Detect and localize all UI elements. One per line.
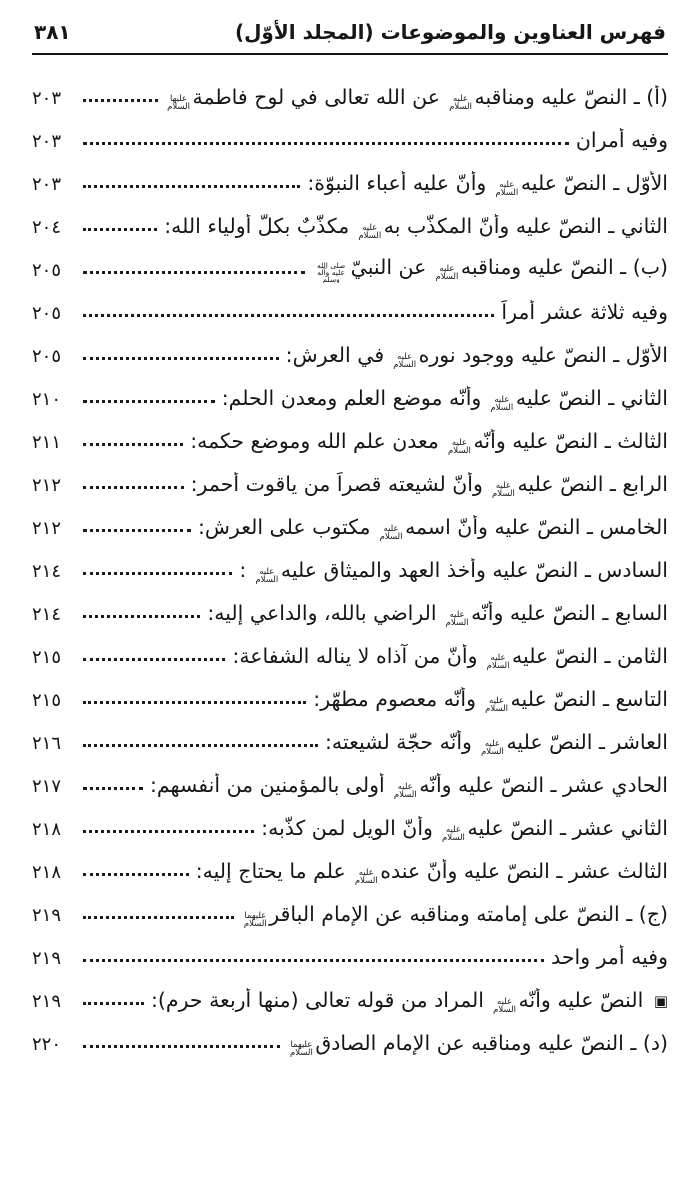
entry-text-segment: المراد من قوله تعالى (منها أربعة حرم): (150, 987, 491, 1012)
dotted-leader (83, 271, 305, 274)
honorific-mark: عليهما السلام (243, 910, 267, 928)
entry-text-segment: وفيه أمران (575, 128, 668, 153)
entry-text-segment: (ب) ـ النصّ عليه ومناقبه (460, 254, 668, 279)
entry-text-segment: عن الله تعالى في لوح فاطمة (192, 84, 447, 109)
entry-text-segment: وفيه أمر واحد (551, 945, 668, 970)
dotted-leader (83, 873, 189, 876)
dotted-leader (83, 400, 215, 403)
honorific-mark: عليه السلام (495, 179, 519, 197)
entry-title (325, 730, 668, 756)
honorific-mark: عليه السلام (490, 394, 514, 412)
entry-text-segment: وأنّه معصوم مطهّر: (313, 686, 483, 711)
dotted-leader (83, 185, 300, 188)
entry-title (287, 1031, 668, 1057)
entry-text-segment: السادس ـ النصّ عليه وأخذ العهد والميثاق عليه (280, 557, 668, 582)
entry-text-segment: وأنّ عليه أعباء النبوّة: (307, 170, 493, 195)
entry-title (150, 773, 668, 799)
entry-text-segment: عن النبيّ (350, 254, 433, 279)
dotted-leader (83, 658, 225, 661)
honorific-mark: عليه السلام (435, 263, 459, 282)
toc-entry (32, 713, 668, 756)
entry-page-number: ٢١٢ (32, 518, 62, 539)
entry-title (241, 902, 668, 928)
honorific-mark: عليه السلام (393, 781, 417, 799)
toc-entry (32, 1014, 668, 1057)
honorific-mark: عليه السلام (448, 437, 471, 455)
entry-page-number: ٢١٥ (32, 647, 62, 668)
entry-page-number: ٢٠٥ (32, 303, 62, 324)
toc-entry (32, 455, 668, 498)
honorific-mark: عليه السلام (442, 824, 465, 842)
dotted-leader (83, 787, 143, 790)
entry-text-segment: معدن علم الله وموضع حكمه: (190, 428, 446, 453)
entry-text-segment: الثامن ـ النصّ عليه (512, 643, 668, 668)
honorific-mark: عليه السلام (493, 996, 516, 1014)
entry-text-segment: الثاني ـ النصّ عليه وأنّ المكذّب به (383, 213, 668, 238)
entry-page-number: ٢١٩ (32, 905, 62, 926)
honorific-mark: عليهما السلام (289, 1039, 313, 1057)
entry-page-number: ٢١١ (32, 432, 62, 453)
toc-entry (32, 498, 668, 541)
honorific-mark: عليها السلام (167, 93, 190, 111)
honorific-mark: صلى الله عليه وآله وسلم (316, 260, 346, 283)
dotted-leader (83, 486, 184, 489)
entry-text-segment: علم ما يحتاج إليه: (195, 858, 353, 883)
entry-text-segment: الثاني عشر ـ النصّ عليه (467, 815, 668, 840)
entry-title (165, 85, 669, 111)
entry-page-number: ٢١٩ (32, 991, 62, 1012)
entry-text-segment: في العرش: (285, 342, 391, 367)
entry-text-segment: الأوّل ـ النصّ عليه (520, 170, 668, 195)
header-rule (32, 53, 668, 55)
dotted-leader (83, 701, 306, 704)
entry-page-number: ٢٠٥ (32, 346, 62, 367)
toc-entry (32, 885, 668, 928)
entry-title (312, 255, 668, 283)
toc-entry (32, 670, 668, 713)
entry-title (151, 988, 668, 1014)
square-bullet-icon: ▣ (653, 991, 668, 1010)
entry-page-number: ٢٠٣ (32, 131, 62, 152)
entry-text-segment: الثالث عشر ـ النصّ عليه وأنّ عنده (380, 858, 668, 883)
honorific-mark: عليه السلام (393, 351, 417, 369)
toc-entry (32, 369, 668, 412)
entry-text-segment: وأنّه موضع العلم ومعدن الحلم: (221, 385, 488, 410)
entry-text-segment: العاشر ـ النصّ عليه (506, 729, 668, 754)
dotted-leader (83, 1045, 280, 1048)
honorific-mark: عليه السلام (354, 867, 378, 885)
entry-text-segment: الحادي عشر ـ النصّ عليه وأنّه (419, 772, 668, 797)
entry-text-segment: وأنّ من آذاه لا يناله الشفاعة: (232, 643, 485, 668)
dotted-leader (83, 529, 191, 532)
toc-entry (32, 68, 668, 111)
dotted-leader (83, 916, 234, 919)
entry-page-number: ٢٢٠ (32, 1034, 62, 1055)
entry-text-segment: النصّ عليه وأنّه (518, 987, 650, 1012)
entry-text-segment: مكذّبٌ بكلّ أولياء الله: (164, 213, 356, 238)
toc-entry (32, 283, 668, 326)
entry-title (207, 601, 668, 627)
entry-text-segment: وأنّه حجّة لشيعته: (325, 729, 479, 754)
dotted-leader (83, 314, 494, 317)
entry-page-number: ٢٠٥ (32, 260, 62, 281)
entry-page-number: ٢١٤ (32, 561, 62, 582)
entry-page-number: ٢١٦ (32, 733, 62, 754)
toc-entry (32, 756, 668, 799)
entry-text-segment: الأوّل ـ النصّ عليه ووجود نوره (418, 342, 668, 367)
toc-entry (32, 197, 668, 240)
honorific-mark: عليه السلام (486, 652, 510, 670)
entry-page-number: ٢٠٤ (32, 217, 62, 238)
entry-text-segment: (أ) ـ النصّ عليه ومناقبه (474, 84, 668, 109)
entry-text-segment: (ج) ـ النصّ على إمامته ومناقبه عن الإمام الباقر (269, 901, 668, 926)
entry-title (190, 429, 668, 455)
entry-title (313, 687, 668, 713)
entry-text-segment: الراضي بالله، والداعي إليه: (207, 600, 444, 625)
entry-text-segment: الثاني ـ النصّ عليه (515, 385, 668, 410)
entry-title (232, 644, 668, 670)
dotted-leader (83, 615, 200, 618)
honorific-mark: عليه السلام (492, 480, 515, 498)
toc-entry (32, 584, 668, 627)
dotted-leader (83, 443, 183, 446)
entry-page-number: ٢١٨ (32, 819, 62, 840)
entry-page-number: ٢١٤ (32, 604, 62, 625)
dotted-leader (83, 744, 318, 747)
toc-entry (32, 627, 668, 670)
entry-page-number: ٢١٩ (32, 948, 62, 969)
entry-text-segment: وأنّ لشيعته قصراً من ياقوت أحمر: (190, 471, 490, 496)
entry-title (191, 472, 668, 498)
honorific-mark: عليه السلام (449, 93, 472, 111)
dotted-leader (83, 228, 157, 231)
entry-text-segment: السابع ـ النصّ عليه وأنّه (471, 600, 668, 625)
entry-text-segment: مكتوب على العرش: (197, 514, 378, 539)
entry-page-number: ٢١٨ (32, 862, 62, 883)
page-header (32, 16, 668, 44)
entry-title (307, 171, 668, 197)
honorific-mark: عليه السلام (481, 738, 504, 756)
entry-title (222, 386, 668, 412)
entry-title (551, 945, 668, 971)
entry-title (501, 300, 668, 326)
entry-text-segment: وفيه ثلاثة عشر أمراً (501, 300, 668, 325)
entry-title (286, 343, 668, 369)
entry-text-segment: أولى بالمؤمنين من أنفسهم: (150, 772, 392, 797)
entry-title (239, 558, 668, 584)
entry-title (198, 515, 668, 541)
entry-text-segment: وأنّ الويل لمن كذّبه: (261, 815, 440, 840)
entry-page-number: ٢١٠ (32, 389, 62, 410)
toc-entry (32, 799, 668, 842)
dotted-leader (83, 959, 544, 962)
dotted-leader (83, 572, 232, 575)
entry-page-number: ٢١٥ (32, 690, 62, 711)
dotted-leader (83, 830, 254, 833)
page-number: ٣٨١ (34, 20, 71, 44)
dotted-leader (83, 1002, 144, 1005)
toc-entry (32, 326, 668, 369)
toc-entry (32, 240, 668, 283)
entry-title (261, 816, 668, 842)
entry-page-number: ٢٠٣ (32, 174, 62, 195)
dotted-leader (83, 142, 569, 145)
page-title: فهرس العناوين والموضوعات (المجلد الأوّل) (234, 20, 666, 44)
toc-entry (32, 928, 668, 971)
entry-text-segment: الثالث ـ النصّ عليه وأنّه (473, 428, 668, 453)
entry-text-segment: الرابع ـ النصّ عليه (517, 471, 668, 496)
entry-page-number: ٢٠٣ (32, 88, 62, 109)
toc-entry (32, 842, 668, 885)
honorific-mark: عليه السلام (485, 695, 508, 713)
honorific-mark: عليه السلام (255, 566, 279, 584)
entry-text-segment: : (239, 557, 253, 582)
entry-text-segment: الخامس ـ النصّ عليه وأنّ اسمه (405, 514, 668, 539)
entry-text-segment: التاسع ـ النصّ عليه (510, 686, 668, 711)
entry-title (196, 859, 668, 885)
honorific-mark: عليه السلام (445, 609, 469, 627)
entry-title (576, 128, 668, 154)
dotted-leader (83, 99, 158, 102)
toc-entry (32, 111, 668, 154)
toc-entry (32, 971, 668, 1014)
entry-text-segment: (د) ـ النصّ عليه ومناقبه عن الإمام الصادق (315, 1030, 668, 1055)
dotted-leader (83, 357, 279, 360)
honorific-mark: عليه السلام (358, 222, 382, 240)
toc-entry (32, 154, 668, 197)
honorific-mark: عليه السلام (379, 523, 403, 541)
entry-page-number: ٢١٧ (32, 776, 62, 797)
entry-page-number: ٢١٢ (32, 475, 62, 496)
entry-title (164, 214, 668, 240)
toc-entry (32, 412, 668, 455)
toc-entry (32, 541, 668, 584)
toc-list (32, 68, 668, 1057)
